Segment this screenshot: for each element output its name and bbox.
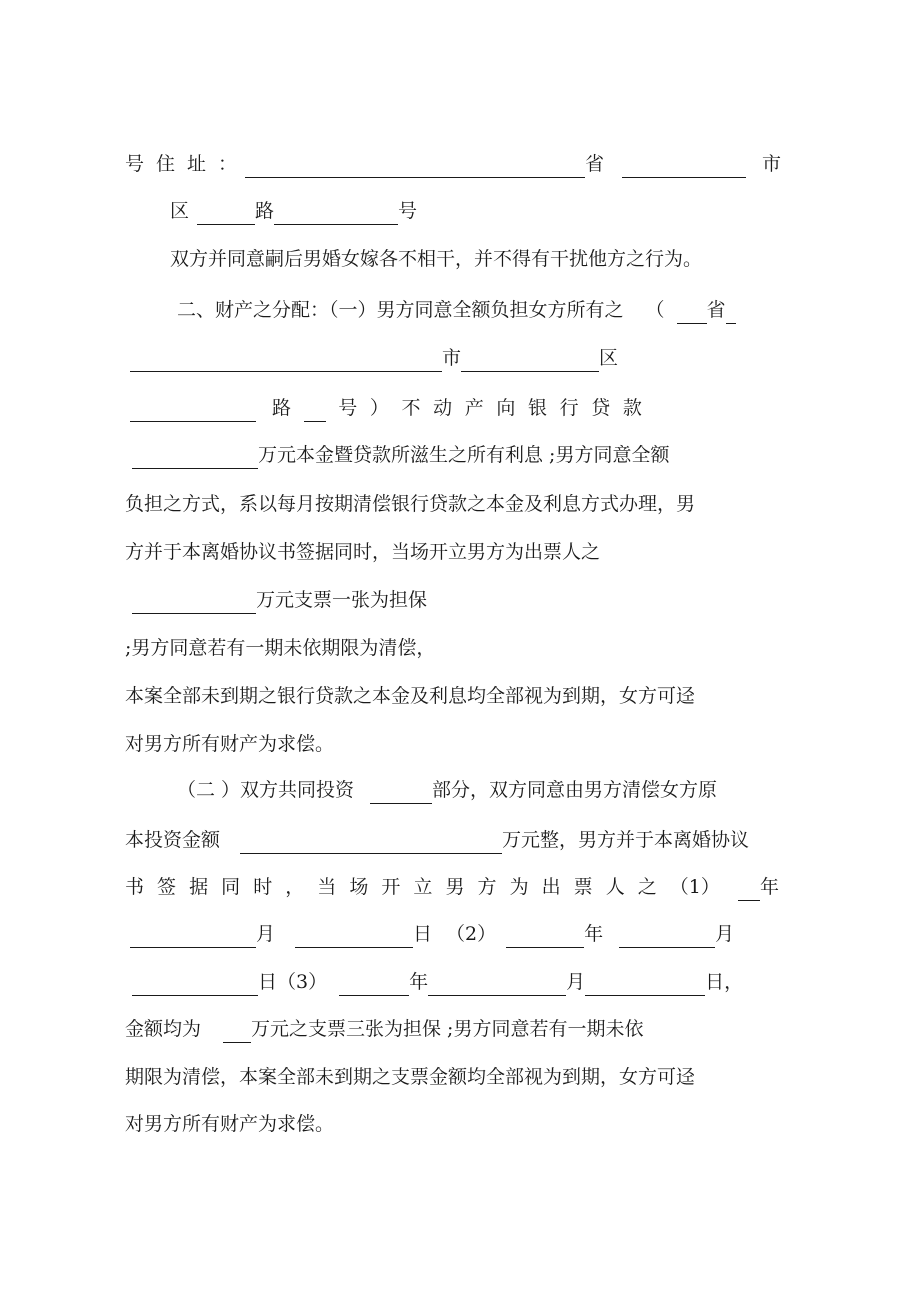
address-line — [125, 150, 787, 178]
investment-claim: 对男方所有财产为求偿。 — [125, 1113, 335, 1135]
investment-line: （二 ）双方共同投资 部分，双方同意由男方清偿女方原 — [177, 776, 717, 804]
property-payment: 负担之方式，系以每月按期清偿银行贷款之本金及利息方式办理，男 — [125, 493, 696, 515]
investment-guarantee-line: 金额均为 万元之支票三张为担保 ;男方同意若有一期未依 — [125, 1015, 643, 1043]
property-check-amount-line: 万元支票一张为担保 — [132, 586, 427, 614]
property-road-line: 路 号 ） 不 动 产 向 银 行 贷 款 — [130, 394, 642, 422]
property-city-line: 市 区 — [130, 344, 618, 372]
address-label: 号 住 址 ： — [125, 153, 237, 175]
property-check: 方并于本离婚协议书签据同时，当场开立男方为出票人之 — [125, 541, 601, 563]
investment-amount-line: 本投资金额 万元整，男方并于本离婚协议 — [125, 826, 749, 854]
district-label: 区 — [170, 200, 190, 222]
property-principal-line: 万元本金暨贷款所滋生之所有利息 ;男方同意全额 — [132, 441, 669, 469]
property-default: ;男方同意若有一期未依期限为清偿， — [125, 637, 436, 659]
investment-sign-line: 书 签 据 同 时 ， 当 场 开 立 男 方 为 出 票 人 之 （1） 年 — [125, 873, 779, 901]
date-line-2: 日 （3） 年 月 日， — [132, 968, 743, 996]
number-label: 号 — [398, 200, 418, 222]
property-claim: 对男方所有财产为求偿。 — [125, 733, 335, 755]
province-label: 省 — [585, 153, 605, 175]
address-line-2 — [170, 197, 417, 225]
mutual-noninterference: 双方并同意嗣后男婚女嫁各不相干，并不得有干扰他方之行为。 — [170, 248, 703, 270]
city-blank — [622, 159, 746, 178]
investment-default: 期限为清偿，本案全部未到期之支票金额均全部视为到期，女方可迳 — [125, 1066, 696, 1088]
road-label: 路 — [255, 200, 275, 222]
property-default-consequence: 本案全部未到期之银行贷款之本金及利息均全部视为到期，女方可迳 — [125, 685, 696, 707]
city-label: 市 — [762, 153, 782, 175]
property-heading: 二、财产之分配：（一）男方同意全额负担女方所有之 — [177, 299, 624, 321]
address-blank — [245, 159, 585, 178]
property-heading-line: 二、财产之分配：（一）男方同意全额负担女方所有之 （ 省 — [177, 296, 736, 324]
date-line-1: 月 日 （2） 年 月 — [130, 920, 734, 948]
